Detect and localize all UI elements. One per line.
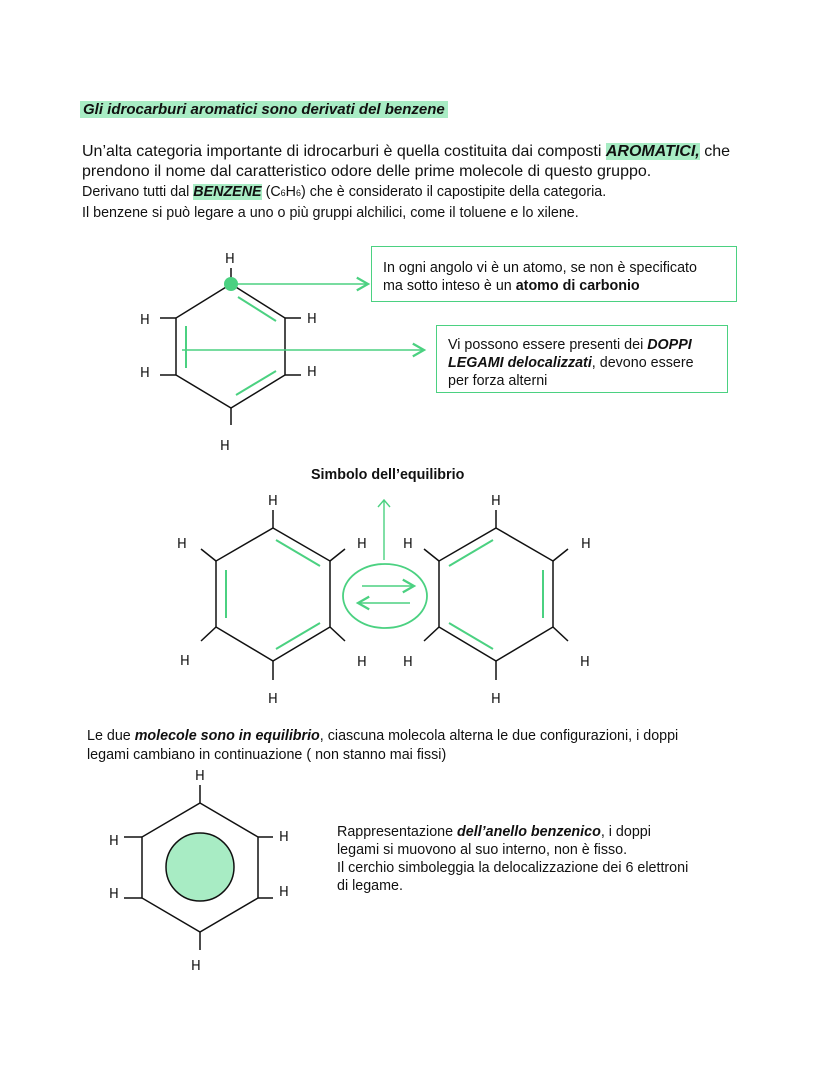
callout-text: ma sotto inteso è un xyxy=(383,278,516,294)
h-label: H xyxy=(491,494,501,509)
delocalization-circle xyxy=(166,833,234,901)
para-line: Il cerchio simboleggia la delocalizzazione dei 6 elettroni xyxy=(337,860,689,876)
callout-box-carbon xyxy=(371,246,737,302)
h-label: H xyxy=(357,537,367,552)
callout-line xyxy=(448,354,717,372)
h-label: H xyxy=(109,887,119,902)
h-label: H xyxy=(140,313,150,328)
para-line xyxy=(87,727,727,746)
intro-line-4: Il benzene si può legare a uno o più gruppi alchilici, come il toluene e lo xilene. xyxy=(82,205,579,221)
para-text: Le due xyxy=(87,728,135,744)
intro-line-2: prendono il nome dal caratteristico odore delle prime molecole di questo gruppo. xyxy=(82,163,652,180)
para-bold-italic: molecole sono in equilibrio xyxy=(134,728,320,744)
intro-text: Un’alta categoria importante di idrocarburi è quella costituita dai composti xyxy=(82,143,606,160)
formula-h: H xyxy=(285,184,296,200)
para-text: Rappresentazione xyxy=(337,824,458,840)
benzene-diagram-left xyxy=(201,510,345,680)
h-label: H xyxy=(580,655,590,670)
h-label: H xyxy=(268,494,278,509)
double-bonds-left xyxy=(226,540,320,649)
equilibrium-paragraph xyxy=(87,727,727,765)
ring-paragraph xyxy=(337,823,737,895)
callout-line xyxy=(448,336,717,354)
callout-bold-italic: DOPPI xyxy=(647,337,692,353)
h-label: H xyxy=(180,654,190,669)
benzene-highlight: BENZENE xyxy=(193,184,262,200)
h-label: H xyxy=(403,655,413,670)
h-label: H xyxy=(581,537,591,552)
callout-text: Vi possono essere presenti dei xyxy=(448,337,648,353)
h-label: H xyxy=(109,834,119,849)
formula-subscript: 6 xyxy=(296,188,302,198)
h-label: H xyxy=(279,885,289,900)
h-label: H xyxy=(195,769,205,784)
para-line: di legame. xyxy=(337,878,403,894)
h-label: H xyxy=(177,537,187,552)
equilibrium-symbol xyxy=(343,500,427,628)
para-text: , i doppi xyxy=(600,824,651,840)
formula-c: (C xyxy=(261,184,281,200)
double-bonds-1 xyxy=(186,297,276,395)
formula-subscript: 6 xyxy=(280,188,286,198)
h-label: H xyxy=(357,655,367,670)
h-label: H xyxy=(491,692,501,707)
callout-bold-italic: LEGAMI delocalizzati xyxy=(448,355,592,371)
callout-line xyxy=(383,277,726,295)
h-label: H xyxy=(220,439,230,454)
callout-line: per forza alterni xyxy=(448,373,548,389)
h-label: H xyxy=(140,366,150,381)
callout-bold: atomo di carbonio xyxy=(515,278,640,294)
callout-text: , devono essere xyxy=(591,355,694,371)
double-bonds-right xyxy=(449,540,543,649)
aromatici-highlight: AROMATICI, xyxy=(605,143,700,160)
para-line: legami si muovono al suo interno, non è fisso. xyxy=(337,842,628,858)
intro-text: che xyxy=(699,143,730,160)
h-label: H xyxy=(191,959,201,974)
benzene-diagram-1 xyxy=(160,268,301,425)
h-label: H xyxy=(307,365,317,380)
h-label: H xyxy=(225,252,235,267)
page-title: Gli idrocarburi aromatici sono derivati del benzene xyxy=(80,101,448,118)
h-label: H xyxy=(279,830,289,845)
hexagon-1 xyxy=(176,284,285,408)
intro-text: Derivano tutti dal xyxy=(82,184,194,200)
equilibrium-heading: Simbolo dell’equilibrio xyxy=(311,467,465,483)
para-line xyxy=(337,823,737,841)
para-line: legami cambiano in continuazione ( non stanno mai fissi) xyxy=(87,747,447,763)
para-bold-italic: dell’anello benzenico xyxy=(457,824,601,840)
h-label: H xyxy=(403,537,413,552)
callout-box-double-bonds xyxy=(436,325,728,393)
benzene-diagram-right xyxy=(424,510,568,680)
intro-text: ) che è considerato il capostipite della categoria. xyxy=(301,184,607,200)
h-label: H xyxy=(268,692,278,707)
h-label: H xyxy=(307,312,317,327)
callout-line: In ogni angolo vi è un atomo, se non è specificato xyxy=(383,260,697,276)
para-text: , ciascuna molecola alterna le due configurazioni, i doppi xyxy=(319,728,679,744)
